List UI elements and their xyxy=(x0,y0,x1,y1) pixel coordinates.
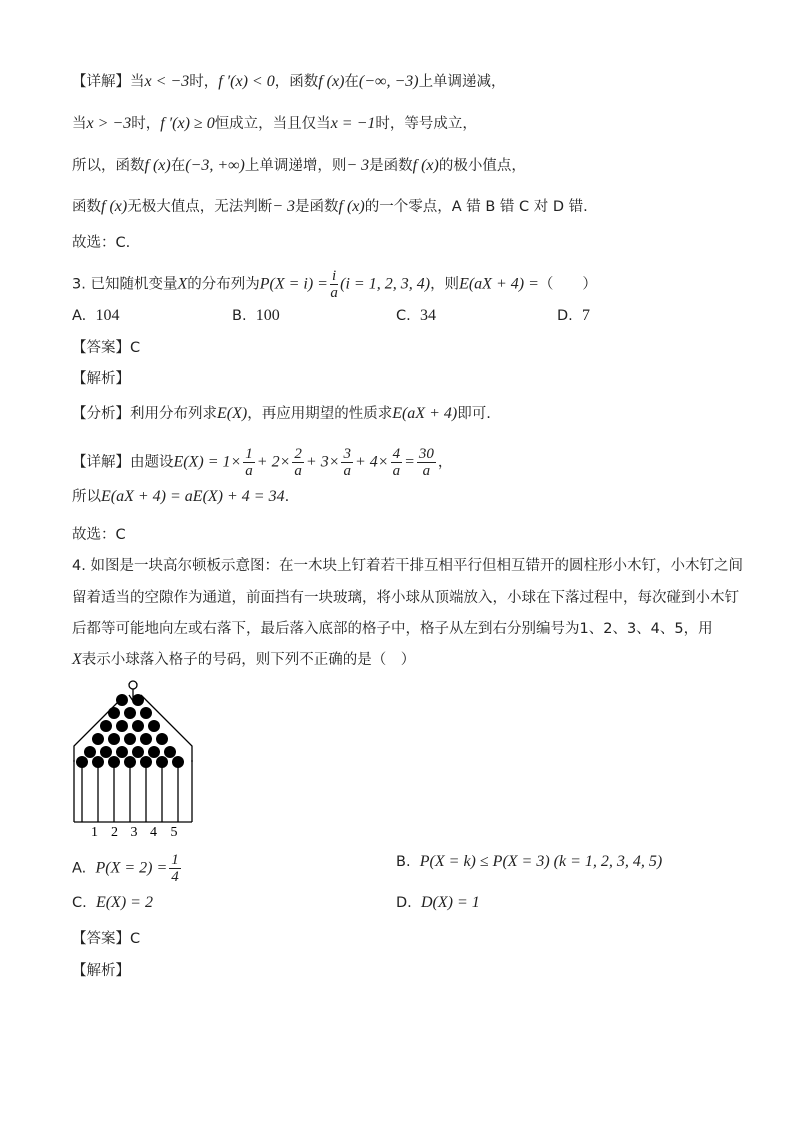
text: 上单调递增，则 xyxy=(244,158,347,174)
text: 由题设 xyxy=(130,454,174,471)
math: (i = 1, 2, 3, 4) xyxy=(340,275,431,293)
detail-tag: 【详解】 xyxy=(72,74,130,90)
peg xyxy=(124,733,136,745)
option-value: 34 xyxy=(419,307,436,324)
text: 利用分布列求 xyxy=(130,406,217,422)
math: f (x) xyxy=(101,198,128,215)
text: 函数 xyxy=(72,199,101,215)
text: 上单调递减， xyxy=(418,74,506,90)
math: (−3, +∞) xyxy=(185,157,245,174)
peg xyxy=(132,746,144,758)
slot-number: 4 xyxy=(150,825,157,840)
math: E(X) = 1× xyxy=(173,453,242,471)
text: 的分布列为 xyxy=(187,276,260,293)
math: + 2× xyxy=(256,453,291,471)
fraction xyxy=(391,446,403,479)
denominator: a xyxy=(330,285,338,301)
peg xyxy=(116,720,128,732)
q4-option-a xyxy=(72,852,183,885)
q3-so xyxy=(72,487,289,507)
slot-number: 5 xyxy=(170,825,178,840)
text: 表示小球落入格子的号码，则下列不正确的是（ ） xyxy=(81,652,416,668)
q4-line-2: 留着适当的空隙作为通道，前面挡有一块玻璃，将小球从顶端放入，小球在下落过程中，每次碰到小木钉 xyxy=(72,590,739,606)
math: − 3 xyxy=(272,198,295,215)
text: 的极小值点， xyxy=(438,158,526,174)
math: = xyxy=(404,453,415,471)
text: 即可. xyxy=(457,406,491,422)
q4-line-4 xyxy=(72,650,415,670)
q4-line-1: 4. 如图是一块高尔顿板示意图：在一木块上钉着若干排互相平行但相互错开的圆柱形小木钉，小木钉之间 xyxy=(72,558,743,574)
peg xyxy=(156,733,168,745)
denominator: 4 xyxy=(171,869,179,885)
q3-detail xyxy=(72,446,452,479)
text: ，函数 xyxy=(274,74,319,90)
q3-answer: 【答案】C xyxy=(72,340,141,356)
math: E(aX + 4) xyxy=(392,405,458,422)
peg xyxy=(100,720,112,732)
pegs xyxy=(76,694,184,768)
peg xyxy=(84,746,96,758)
math: E(X) = 2 xyxy=(95,894,153,911)
slot-dividers xyxy=(82,762,178,822)
option-value: 104 xyxy=(95,307,120,324)
detail-line-1 xyxy=(72,72,506,92)
math: f (x) xyxy=(338,198,365,215)
choose-line: 故选：C. xyxy=(72,235,131,251)
text: 时， xyxy=(189,74,219,90)
numerator: 1 xyxy=(171,852,179,868)
q4-analysis: 【解析】 xyxy=(72,963,130,979)
question-3 xyxy=(72,268,597,301)
text: 在 xyxy=(344,74,359,90)
detail-line-4 xyxy=(72,197,588,217)
peg xyxy=(116,694,128,706)
math: f ′(x) ≥ 0 xyxy=(160,115,215,132)
math: f (x) xyxy=(318,73,345,90)
text: 是函数 xyxy=(295,199,339,215)
slot-numbers xyxy=(91,825,178,840)
text: 当 xyxy=(130,74,145,90)
text: ，再应用期望的性质求 xyxy=(247,406,393,422)
math: D(X) = 1 xyxy=(421,894,480,911)
math: E(aX + 4) = xyxy=(459,275,539,293)
option-label: D. xyxy=(396,895,412,911)
denominator: a xyxy=(392,463,401,479)
math: x < −3 xyxy=(144,73,190,90)
detail-tag: 【详解】 xyxy=(72,454,130,471)
q3-option-d xyxy=(557,306,590,326)
numerator: 2 xyxy=(294,446,302,462)
text: ， xyxy=(437,454,453,471)
fraction xyxy=(292,446,304,479)
math: E(aX + 4) = aE(X) + 4 = 34 xyxy=(101,488,285,505)
math: P(X = k) ≤ P(X = 3) (k = 1, 2, 3, 4, 5) xyxy=(419,853,663,870)
denominator: a xyxy=(245,463,253,479)
slot-number: 2 xyxy=(111,825,118,840)
text: 恒成立，当且仅当 xyxy=(214,116,331,132)
slot-number: 1 xyxy=(91,825,98,840)
math: − 3 xyxy=(346,157,370,174)
math: f (x) xyxy=(144,157,171,174)
peg xyxy=(148,720,160,732)
math: f (x) xyxy=(412,157,439,174)
fraction xyxy=(243,446,255,479)
q4-option-b xyxy=(396,852,662,872)
text: 时，等号成立， xyxy=(375,116,477,132)
math: + 3× xyxy=(305,453,340,471)
option-label: B. xyxy=(396,854,411,870)
numerator: 3 xyxy=(343,446,351,462)
peg xyxy=(140,733,152,745)
peg xyxy=(148,746,160,758)
math: E(X) xyxy=(217,405,248,422)
text: 在 xyxy=(170,158,186,174)
math: X xyxy=(177,275,188,293)
math: (−∞, −3) xyxy=(358,73,419,90)
option-label: A. xyxy=(72,860,87,877)
slot-number: 3 xyxy=(130,825,138,840)
peg xyxy=(124,707,136,719)
option-label: D. xyxy=(557,308,573,324)
q3-option-c xyxy=(396,306,436,326)
text: 所以 xyxy=(72,489,101,505)
denominator: a xyxy=(422,463,431,479)
q4-option-d xyxy=(396,893,480,913)
option-label: C. xyxy=(72,895,87,911)
fenxi-tag: 【分析】 xyxy=(72,406,130,422)
text: . xyxy=(284,489,290,505)
peg xyxy=(100,746,112,758)
math: f ′(x) < 0 xyxy=(218,73,275,90)
numerator: i xyxy=(331,268,337,284)
fraction xyxy=(417,446,436,479)
text: 已知随机变量 xyxy=(90,276,178,293)
fraction xyxy=(341,446,353,479)
option-label: C. xyxy=(396,308,411,324)
option-value: 7 xyxy=(582,307,590,324)
q4-line-3: 后都等可能地向左或右落下，最后落入底部的格子中，格子从左到右分别编号为1、2、3、4、5，用 xyxy=(72,621,713,637)
text: 无极大值点，无法判断 xyxy=(127,199,273,215)
fraction xyxy=(169,852,181,885)
galton-board-figure xyxy=(70,676,200,842)
question-number: 3. xyxy=(72,276,86,293)
fraction xyxy=(330,268,338,301)
math: + 4× xyxy=(354,453,389,471)
text: 是函数 xyxy=(369,158,413,174)
q3-choose: 故选：C xyxy=(72,527,126,543)
option-value: 100 xyxy=(255,307,280,324)
detail-line-3 xyxy=(72,156,526,176)
peg xyxy=(164,746,176,758)
q3-option-b xyxy=(232,306,280,326)
math: X xyxy=(72,651,82,668)
option-label: B. xyxy=(232,308,247,324)
peg xyxy=(140,707,152,719)
q3-option-a xyxy=(72,306,120,326)
math: x = −1 xyxy=(330,115,376,132)
peg xyxy=(108,733,120,745)
detail-line-2 xyxy=(72,114,477,134)
numerator: 1 xyxy=(245,446,253,462)
option-label: A. xyxy=(72,308,87,324)
numerator: 4 xyxy=(392,446,401,462)
peg xyxy=(92,733,104,745)
math: P(X = 2) = xyxy=(95,859,168,877)
text: ，则 xyxy=(430,276,460,293)
q4-answer: 【答案】C xyxy=(72,931,141,947)
denominator: a xyxy=(343,463,351,479)
drop-ball xyxy=(129,681,137,689)
numerator: 30 xyxy=(418,446,434,462)
peg xyxy=(108,707,120,719)
peg xyxy=(116,746,128,758)
text: （ ） xyxy=(538,276,597,293)
text: 所以，函数 xyxy=(72,158,145,174)
text: 当 xyxy=(72,116,87,132)
text: 时， xyxy=(131,116,161,132)
denominator: a xyxy=(294,463,302,479)
q4-option-c xyxy=(72,893,153,913)
q3-analysis: 【解析】 xyxy=(72,371,130,387)
q3-fenxi xyxy=(72,404,491,424)
text: 的一个零点，A 错 B 错 C 对 D 错. xyxy=(364,199,588,215)
math: P(X = i) = xyxy=(259,275,328,293)
math: x > −3 xyxy=(86,115,132,132)
peg xyxy=(132,720,144,732)
peg xyxy=(132,694,144,706)
